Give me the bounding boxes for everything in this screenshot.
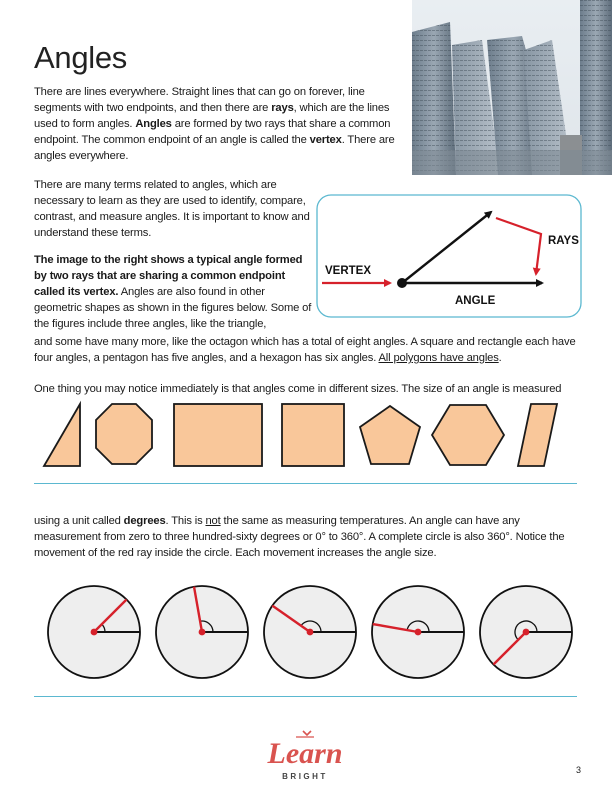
logo-text-main: Learn — [267, 737, 343, 770]
polygon-shapes — [34, 398, 579, 473]
vertex-label: VERTEX — [325, 265, 372, 277]
terms-paragraph: There are many terms related to angles, which are necessary to learn as they are used to identify, compare, contrast, and measure angles. It is important to know and understand these terms. — [34, 179, 310, 239]
vertex-dot — [415, 629, 422, 636]
divider-rule-1 — [34, 483, 577, 484]
pentagon-shape — [360, 406, 420, 464]
angle-circle — [372, 586, 464, 678]
rectangle-shape — [174, 404, 262, 466]
vertex-dot — [523, 629, 530, 636]
angle-circle — [156, 586, 248, 678]
angle-label: ANGLE — [455, 295, 496, 307]
triangle-shape — [44, 404, 80, 466]
page-number: 3 — [576, 765, 582, 775]
angle-diagram — [316, 194, 582, 318]
vertex-point — [397, 278, 407, 288]
intro-paragraph: There are lines everywhere. Straight lines that can go on forever, line segments with two endpoints, and then there are rays, which are the lines used to form angles. Angles are formed by two rays that share a common endpoint. The common endpoint of an angle is called the vertex. There are angles everywhere. — [34, 86, 395, 162]
logo-mark-icon — [303, 731, 311, 735]
parallelogram-shape — [518, 404, 557, 466]
angle-size-paragraph: One thing you may notice immediately is that angles come in different sizes. The size of an angle is measured — [34, 383, 562, 395]
divider-rule-2 — [34, 696, 577, 697]
image-description-paragraph: The image to the right shows a typical angle formed by two rays that are sharing a common endpoint called its vertex. Angles are also found in other geometric shapes as shown in the figures below. Some of the figures include three angles, like the triangle, — [34, 254, 312, 330]
vertex-dot — [307, 629, 314, 636]
degrees-paragraph: using a unit called degrees. This is not the same as measuring temperatures. An angle can have any measurement from zero to three hundred-sixty degrees or 0° to 360°. A complete circle is also 360°. Notice the movement of the red ray inside the circle. Each movement increases the angle size. — [34, 515, 565, 559]
angle-circle — [264, 586, 356, 678]
logo-text-sub: BRIGHT — [282, 772, 328, 781]
angle-circles — [34, 585, 579, 679]
vertex-dot — [91, 629, 98, 636]
square-shape — [282, 404, 344, 466]
octagon-shape — [96, 404, 152, 464]
diagram-frame — [317, 195, 581, 317]
hexagon-shape — [432, 405, 504, 465]
polygon-angles-paragraph: and some have many more, like the octagon which has a total of eight angles. A square and rectangle each have four angles, a pentagon has five angles, and a hexagon has six angles. All polygons have angles. — [34, 336, 576, 364]
learn-bright-logo — [250, 727, 360, 787]
vertex-dot — [199, 629, 206, 636]
angle-circle — [480, 586, 572, 678]
page-title: Angles — [34, 40, 127, 75]
angle-circle — [48, 586, 140, 678]
rays-label: RAYS — [548, 235, 579, 247]
building-photo — [412, 0, 612, 175]
